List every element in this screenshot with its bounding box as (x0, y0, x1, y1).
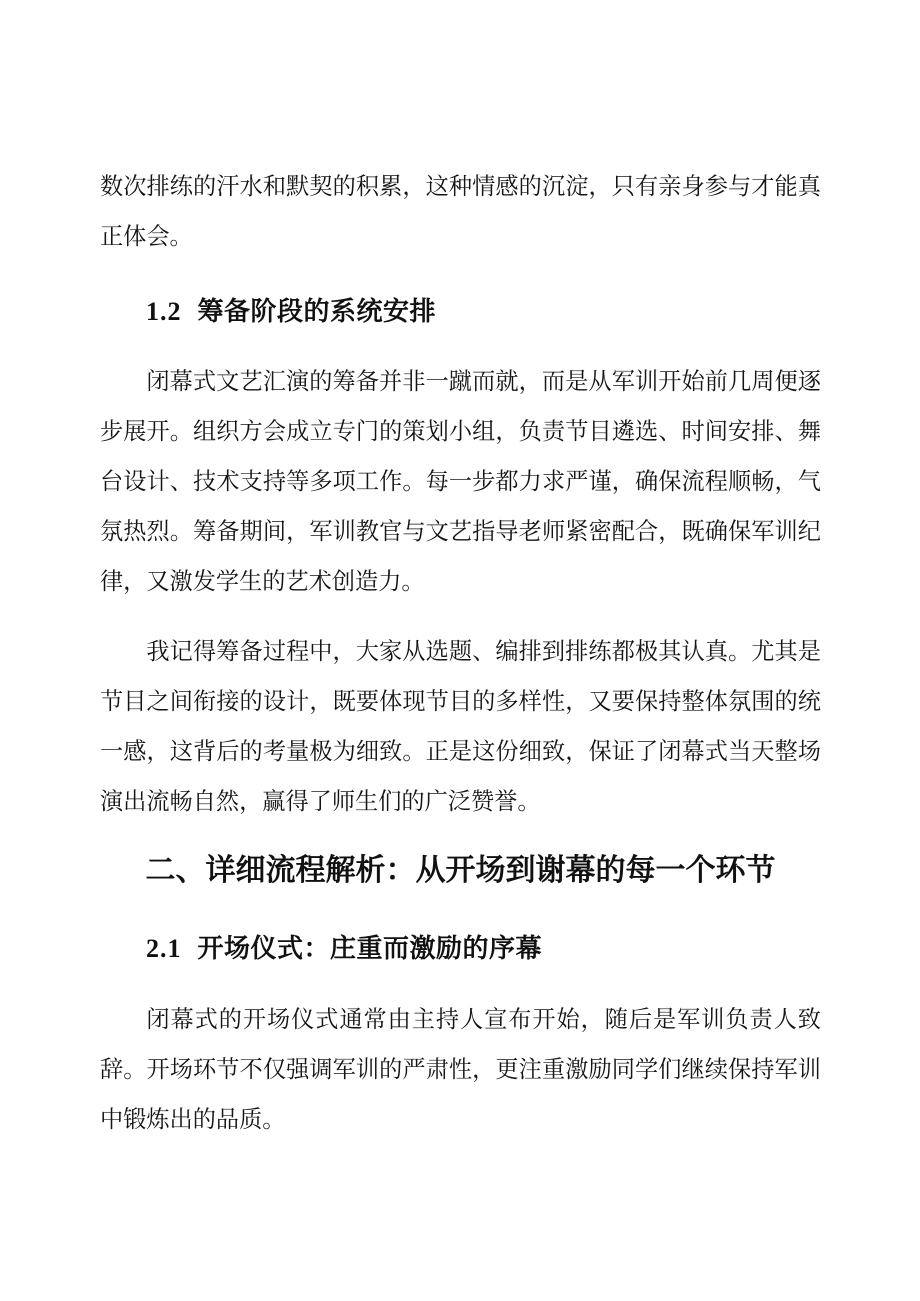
paragraph-opening-ceremony: 闭幕式的开场仪式通常由主持人宣布开始，随后是军训负责人致辞。开场环节不仅强调军训的严肃性，更注重激励同学们继续保持军训中锻炼出的品质。 (100, 1007, 821, 1133)
paragraph-rehearsal: 我记得筹备过程中，大家从选题、编排到排练都极其认真。尤其是节目之间衔接的设计，既要体现节目的多样性，又要保持整体氛围的统一感，这背后的考量极为细致。正是这份细致，保证了闭幕式当天整场演出流畅自然，赢得了师生们的广泛赞誉。 (100, 639, 821, 815)
subsection-heading-2-1 (146, 931, 542, 966)
subsection-heading-number: 1.2 (146, 297, 182, 326)
paragraph-preparation: 闭幕式文艺汇演的筹备并非一蹴而就，而是从军训开始前几周便逐步展开。组织方会成立专门的策划小组，负责节目遴选、时间安排、舞台设计、技术支持等多项工作。每一步都力求严谨，确保流程顺畅，气氛热烈。筹备期间，军训教官与文艺指导老师紧密配合，既确保军训纪律，又激发学生的艺术创造力。 (100, 369, 821, 595)
subsection-heading-label: 开场仪式：庄重而激励的序幕 (197, 933, 543, 963)
subsection-heading-number: 2.1 (146, 934, 182, 963)
paragraph-continuation: 数次排练的汗水和默契的积累，这种情感的沉淀，只有亲身参与才能真正体会。 (100, 174, 821, 250)
subsection-heading-1-2 (146, 294, 436, 329)
subsection-heading-label: 筹备阶段的系统安排 (197, 296, 437, 326)
section-heading-2: 二、详细流程解析：从开场到谢幕的每一个环节 (145, 854, 776, 887)
